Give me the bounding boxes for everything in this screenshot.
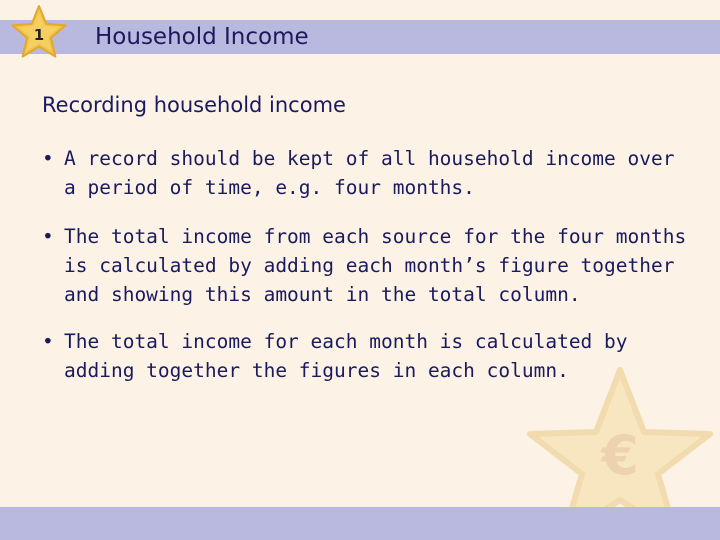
bullet-marker: • [42, 147, 54, 170]
number-badge [10, 4, 68, 62]
bullet-text: The total income from each source for the four months is calculated by adding each month’s figure together and showing this amount in the total column. [64, 225, 687, 306]
bullet-text: A record should be kept of all household income over a period of time, e.g. four months. [64, 147, 675, 199]
footer-bar [0, 507, 720, 540]
section-heading: Recording household income [42, 93, 346, 117]
euro-symbol: € [601, 424, 639, 487]
euro-star-icon [520, 360, 720, 510]
euro-star-watermark [520, 360, 720, 510]
bullet-text: The total income for each month is calculated by adding together the figures in each column. [64, 330, 628, 382]
bullet-item [42, 222, 692, 309]
bullet-marker: • [42, 225, 54, 248]
badge-number: 1 [33, 26, 45, 44]
bullet-item [42, 144, 692, 202]
bullet-marker: • [42, 330, 54, 353]
page-title: Household Income [95, 24, 309, 50]
